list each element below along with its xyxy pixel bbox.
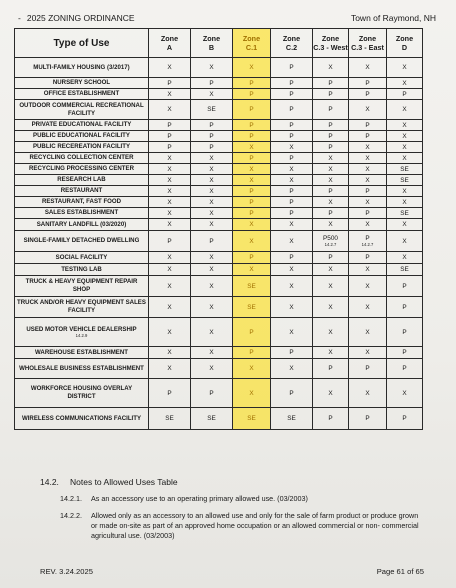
zone-value-cell: X bbox=[387, 219, 423, 231]
zone-value-cell: X bbox=[149, 58, 191, 78]
use-type-cell: TESTING LAB bbox=[15, 264, 149, 276]
notes-heading bbox=[40, 477, 178, 487]
zone-value-cell: X bbox=[313, 153, 349, 164]
zone-value-cell: P bbox=[313, 359, 349, 379]
use-type-cell: WAREHOUSE ESTABLISHMENT bbox=[15, 347, 149, 359]
table-row bbox=[15, 175, 423, 186]
zone-value-cell: X bbox=[271, 175, 313, 186]
use-type-cell: RESEARCH LAB bbox=[15, 175, 149, 186]
table-row bbox=[15, 58, 423, 78]
zone-value-cell: X bbox=[191, 175, 233, 186]
table-row bbox=[15, 131, 423, 142]
zone-value-cell: X bbox=[349, 219, 387, 231]
zone-value-cell: X bbox=[149, 175, 191, 186]
zone-value-cell: X bbox=[349, 379, 387, 408]
zone-value-cell: SE bbox=[233, 297, 271, 318]
table-row bbox=[15, 89, 423, 100]
table-row bbox=[15, 297, 423, 318]
use-type-cell: PUBLIC RECEREATION FACILITY bbox=[15, 142, 149, 153]
zone-value-cell: X bbox=[149, 208, 191, 219]
table-row bbox=[15, 164, 423, 175]
zone-header: Zone B bbox=[191, 29, 233, 58]
use-type-cell: TRUCK & HEAVY EQUIPMENT REPAIR SHOP bbox=[15, 276, 149, 297]
notes-number: 14.2. bbox=[40, 477, 59, 487]
zone-value-cell: X bbox=[191, 186, 233, 197]
use-type-cell: NURSERY SCHOOL bbox=[15, 78, 149, 89]
zone-value-cell: P bbox=[271, 58, 313, 78]
zone-value-cell: X bbox=[191, 276, 233, 297]
zone-value-cell: X bbox=[271, 297, 313, 318]
zone-value-cell: X bbox=[271, 276, 313, 297]
zone-value-cell: X bbox=[387, 186, 423, 197]
use-type-cell: MULTI-FAMILY HOUSING (3/2017) bbox=[15, 58, 149, 78]
zone-value-cell: P bbox=[349, 408, 387, 430]
zone-value-cell: X bbox=[149, 100, 191, 120]
zone-value-cell: P bbox=[387, 359, 423, 379]
use-type-cell: SINGLE-FAMILY DETACHED DWELLING bbox=[15, 231, 149, 252]
zone-value-cell: P bbox=[233, 100, 271, 120]
zone-value-cell: X bbox=[349, 276, 387, 297]
table-row bbox=[15, 359, 423, 379]
zone-value-cell: X bbox=[387, 142, 423, 153]
zone-value-cell: P bbox=[349, 186, 387, 197]
zone-value-cell: X bbox=[387, 100, 423, 120]
table-row bbox=[15, 100, 423, 120]
allowed-uses-table bbox=[14, 28, 423, 430]
table-header-row bbox=[15, 29, 423, 58]
table-row bbox=[15, 276, 423, 297]
zone-value-cell: P bbox=[271, 208, 313, 219]
zone-value-cell: P bbox=[387, 297, 423, 318]
zone-value-cell: P bbox=[271, 89, 313, 100]
note-number: 14.2.1. bbox=[60, 494, 82, 503]
zone-value-cell: P bbox=[387, 89, 423, 100]
zone-value-cell: P bbox=[313, 100, 349, 120]
zone-value-cell: X bbox=[191, 164, 233, 175]
note-number: 14.2.2. bbox=[60, 511, 82, 520]
table-row bbox=[15, 379, 423, 408]
zone-value-cell: X bbox=[349, 100, 387, 120]
zone-value-cell: X bbox=[387, 131, 423, 142]
zone-value-cell: X bbox=[313, 197, 349, 208]
zone-value-cell: X bbox=[387, 252, 423, 264]
header-dash: - bbox=[18, 13, 21, 23]
revision-date: REV. 3.24.2025 bbox=[40, 567, 93, 576]
zone-value-cell: X bbox=[271, 264, 313, 276]
zone-value-cell: X bbox=[313, 297, 349, 318]
zone-value-cell: P bbox=[349, 252, 387, 264]
zone-value-cell: SE bbox=[149, 408, 191, 430]
zone-value-cell: X bbox=[271, 164, 313, 175]
use-type-cell: RECYCLING PROCESSING CENTER bbox=[15, 164, 149, 175]
zone-header: Zone C.1 bbox=[233, 29, 271, 58]
zone-value-cell: P bbox=[271, 197, 313, 208]
zone-value-cell: SE bbox=[387, 264, 423, 276]
zone-value-cell: X bbox=[313, 379, 349, 408]
zone-value-cell: X bbox=[191, 153, 233, 164]
zone-value-cell: X bbox=[313, 347, 349, 359]
zone-header: Zone C.3 - West bbox=[313, 29, 349, 58]
table-row bbox=[15, 142, 423, 153]
zone-value-cell: P bbox=[313, 89, 349, 100]
header-title: 2025 ZONING ORDINANCE bbox=[26, 13, 135, 23]
zone-value-cell: X bbox=[149, 186, 191, 197]
header-town: Town of Raymond, NH bbox=[350, 13, 436, 23]
zone-value-cell: X bbox=[191, 252, 233, 264]
table-row bbox=[15, 153, 423, 164]
zone-value-cell: X bbox=[191, 89, 233, 100]
zone-value-cell: X bbox=[313, 219, 349, 231]
zone-value-cell: P bbox=[149, 142, 191, 153]
zone-value-cell: P bbox=[149, 78, 191, 89]
use-type-cell: RESTAURANT, FAST FOOD bbox=[15, 197, 149, 208]
zone-value-cell: X bbox=[149, 318, 191, 347]
zone-value-cell: X bbox=[233, 264, 271, 276]
zone-value-cell: P bbox=[271, 120, 313, 131]
zone-value-cell: P bbox=[271, 153, 313, 164]
zone-value-cell: X bbox=[271, 231, 313, 252]
zone-value-cell: X bbox=[313, 276, 349, 297]
zone-value-cell: X bbox=[387, 153, 423, 164]
zone-value-cell: X bbox=[149, 347, 191, 359]
zone-value-cell: P bbox=[233, 186, 271, 197]
zone-value-cell: P bbox=[349, 131, 387, 142]
zone-value-cell: X bbox=[149, 297, 191, 318]
zone-value-cell: X bbox=[271, 359, 313, 379]
zone-value-cell: X bbox=[349, 164, 387, 175]
zone-value-cell: P bbox=[387, 347, 423, 359]
zone-value-cell: X bbox=[149, 153, 191, 164]
table-row bbox=[15, 264, 423, 276]
use-type-cell: SANITARY LANDFILL (03/2020) bbox=[15, 219, 149, 231]
zone-value-cell: P bbox=[313, 142, 349, 153]
note-item bbox=[60, 494, 420, 504]
use-type-cell: WIRELESS COMMUNICATIONS FACILITY bbox=[15, 408, 149, 430]
use-type-cell: PRIVATE EDUCATIONAL FACILITY bbox=[15, 120, 149, 131]
zone-value-cell: P bbox=[191, 231, 233, 252]
use-type-cell: OFFICE ESTABLISHMENT bbox=[15, 89, 149, 100]
zone-value-cell: P bbox=[233, 208, 271, 219]
table-row bbox=[15, 231, 423, 252]
use-type-cell: USED MOTOR VEHICLE DEALERSHIP 14.2.9 bbox=[15, 318, 149, 347]
zone-value-cell: X bbox=[387, 120, 423, 131]
zone-value-cell: P bbox=[191, 131, 233, 142]
zone-value-cell: P bbox=[233, 252, 271, 264]
zone-value-cell: P bbox=[313, 120, 349, 131]
table-row bbox=[15, 408, 423, 430]
notes-title: Notes to Allowed Uses Table bbox=[70, 477, 178, 487]
ordinance-header bbox=[18, 13, 135, 23]
zone-value-cell: P bbox=[191, 379, 233, 408]
zone-value-cell: X bbox=[233, 219, 271, 231]
zone-value-cell: X bbox=[149, 264, 191, 276]
zone-value-cell: SE bbox=[233, 276, 271, 297]
zone-value-cell: P bbox=[191, 78, 233, 89]
zone-value-cell: SE bbox=[387, 175, 423, 186]
zone-value-cell: X bbox=[313, 264, 349, 276]
zone-value-cell: P bbox=[271, 131, 313, 142]
zone-value-cell: P bbox=[387, 408, 423, 430]
zone-value-cell: X bbox=[191, 359, 233, 379]
zone-value-cell: X bbox=[271, 219, 313, 231]
table-row bbox=[15, 347, 423, 359]
use-type-cell: WORKFORCE HOUSING OVERLAY DISTRICT bbox=[15, 379, 149, 408]
zone-value-cell: X bbox=[313, 164, 349, 175]
zone-value-cell: X bbox=[191, 219, 233, 231]
zone-value-cell: SE bbox=[191, 408, 233, 430]
use-type-cell: SOCIAL FACILITY bbox=[15, 252, 149, 264]
zone-value-cell: P bbox=[349, 89, 387, 100]
zone-value-cell: X bbox=[149, 89, 191, 100]
use-type-cell: OUTDOOR COMMERCIAL RECREATIONAL FACILITY bbox=[15, 100, 149, 120]
zone-value-cell: X bbox=[149, 197, 191, 208]
zone-value-cell: X bbox=[349, 142, 387, 153]
zone-value-cell: P bbox=[233, 120, 271, 131]
zone-value-cell: X bbox=[271, 142, 313, 153]
zone-value-cell: P bbox=[149, 131, 191, 142]
zone-value-cell: X bbox=[349, 297, 387, 318]
zone-value-cell: X bbox=[233, 231, 271, 252]
zone-value-cell: P bbox=[271, 347, 313, 359]
zone-value-cell: P bbox=[271, 379, 313, 408]
zone-value-cell: X bbox=[233, 359, 271, 379]
zone-value-cell: X bbox=[191, 58, 233, 78]
zone-value-cell: X bbox=[233, 142, 271, 153]
zone-value-cell: P bbox=[313, 78, 349, 89]
table-row bbox=[15, 120, 423, 131]
zone-value-cell: X bbox=[149, 276, 191, 297]
zone-value-cell: P bbox=[233, 78, 271, 89]
zone-value-cell: SE bbox=[387, 164, 423, 175]
zone-value-cell: P bbox=[313, 252, 349, 264]
zone-value-cell: X bbox=[313, 58, 349, 78]
zone-value-cell: X bbox=[191, 297, 233, 318]
zone-value-cell: SE bbox=[191, 100, 233, 120]
zone-value-cell: X bbox=[387, 78, 423, 89]
zone-header: Zone C.2 bbox=[271, 29, 313, 58]
zone-value-cell: X bbox=[149, 252, 191, 264]
zone-value-cell: X bbox=[191, 208, 233, 219]
zone-value-cell: P bbox=[271, 100, 313, 120]
zone-value-cell: X bbox=[149, 219, 191, 231]
zone-value-cell: SE bbox=[387, 208, 423, 219]
zone-value-cell: P bbox=[313, 186, 349, 197]
zone-value-cell: P bbox=[349, 78, 387, 89]
note-text: Allowed only as an accessory to an allowed use and only for the sale of farm product or produce grown or made on-site as part of an approved home occupation or an allowed commercial or non- commercial agricultural use. (03/2003) bbox=[91, 511, 419, 540]
zone-value-cell: SE bbox=[233, 408, 271, 430]
zone-value-cell: X bbox=[349, 264, 387, 276]
table-row bbox=[15, 186, 423, 197]
table-row bbox=[15, 318, 423, 347]
note-text: As an accessory use to an operating primary allowed use. (03/2003) bbox=[91, 494, 308, 503]
table-row bbox=[15, 219, 423, 231]
zone-value-cell: P bbox=[233, 131, 271, 142]
zone-value-cell: P bbox=[349, 359, 387, 379]
zone-value-cell: X bbox=[349, 197, 387, 208]
table-row bbox=[15, 78, 423, 89]
table-row bbox=[15, 208, 423, 219]
zone-value-cell: X bbox=[387, 197, 423, 208]
zone-header: Zone A bbox=[149, 29, 191, 58]
use-type-cell: RECYCLING COLLECTION CENTER bbox=[15, 153, 149, 164]
zone-value-cell: X bbox=[191, 347, 233, 359]
use-type-cell: PUBLIC EDUCATIONAL FACILITY bbox=[15, 131, 149, 142]
use-type-cell: SALES ESTABLISHMENT bbox=[15, 208, 149, 219]
zone-value-cell: SE bbox=[271, 408, 313, 430]
zone-value-cell: P bbox=[271, 186, 313, 197]
use-type-cell: WHOLESALE BUSINESS ESTABLISHMENT bbox=[15, 359, 149, 379]
zone-value-cell: P bbox=[233, 318, 271, 347]
zone-header: Zone D bbox=[387, 29, 423, 58]
zone-value-cell: X bbox=[349, 347, 387, 359]
use-type-cell: TRUCK AND/OR HEAVY EQUIPMENT SALES FACILITY bbox=[15, 297, 149, 318]
zone-value-cell: X bbox=[233, 379, 271, 408]
zone-value-cell: X bbox=[191, 197, 233, 208]
zone-value-cell: X bbox=[349, 58, 387, 78]
zone-value-cell: X bbox=[149, 164, 191, 175]
zone-value-cell: P bbox=[233, 153, 271, 164]
zone-value-cell: P bbox=[233, 89, 271, 100]
zone-value-cell: X bbox=[349, 153, 387, 164]
zone-value-cell: X bbox=[271, 318, 313, 347]
zone-value-cell: P bbox=[149, 120, 191, 131]
zone-value-cell: P bbox=[349, 120, 387, 131]
zone-value-cell: P bbox=[271, 252, 313, 264]
zone-header: Zone C.3 - East bbox=[349, 29, 387, 58]
note-item bbox=[60, 511, 420, 541]
zone-value-cell: X bbox=[313, 318, 349, 347]
table-row bbox=[15, 252, 423, 264]
zone-value-cell: P bbox=[387, 318, 423, 347]
page-number: Page 61 of 65 bbox=[376, 567, 424, 576]
zone-value-cell: P bbox=[149, 231, 191, 252]
zone-value-cell: P bbox=[191, 120, 233, 131]
zone-value-cell: P bbox=[271, 78, 313, 89]
zone-value-cell: P bbox=[313, 408, 349, 430]
zone-value-cell: X bbox=[387, 58, 423, 78]
zone-value-cell: X bbox=[233, 58, 271, 78]
zone-value-cell: P bbox=[313, 131, 349, 142]
zone-value-cell: X bbox=[191, 264, 233, 276]
zone-value-cell: X bbox=[349, 318, 387, 347]
zone-value-cell: X bbox=[149, 359, 191, 379]
zone-value-cell: P500 14.2.7 bbox=[313, 231, 349, 252]
zone-value-cell: P bbox=[313, 208, 349, 219]
zone-value-cell: X bbox=[387, 379, 423, 408]
zone-value-cell: P bbox=[149, 379, 191, 408]
zone-value-cell: P bbox=[191, 142, 233, 153]
zone-value-cell: X bbox=[387, 231, 423, 252]
zone-value-cell: X bbox=[191, 318, 233, 347]
zone-value-cell: P bbox=[233, 347, 271, 359]
zone-value-cell: P bbox=[387, 276, 423, 297]
zone-value-cell: X bbox=[313, 175, 349, 186]
zone-value-cell: X bbox=[233, 164, 271, 175]
zone-value-cell: X bbox=[349, 175, 387, 186]
zone-value-cell: P 14.2.7 bbox=[349, 231, 387, 252]
zone-value-cell: P bbox=[349, 208, 387, 219]
zone-value-cell: P bbox=[233, 197, 271, 208]
table-row bbox=[15, 197, 423, 208]
use-type-cell: RESTAURANT bbox=[15, 186, 149, 197]
type-of-use-header: Type of Use bbox=[15, 29, 149, 58]
zone-value-cell: X bbox=[233, 175, 271, 186]
